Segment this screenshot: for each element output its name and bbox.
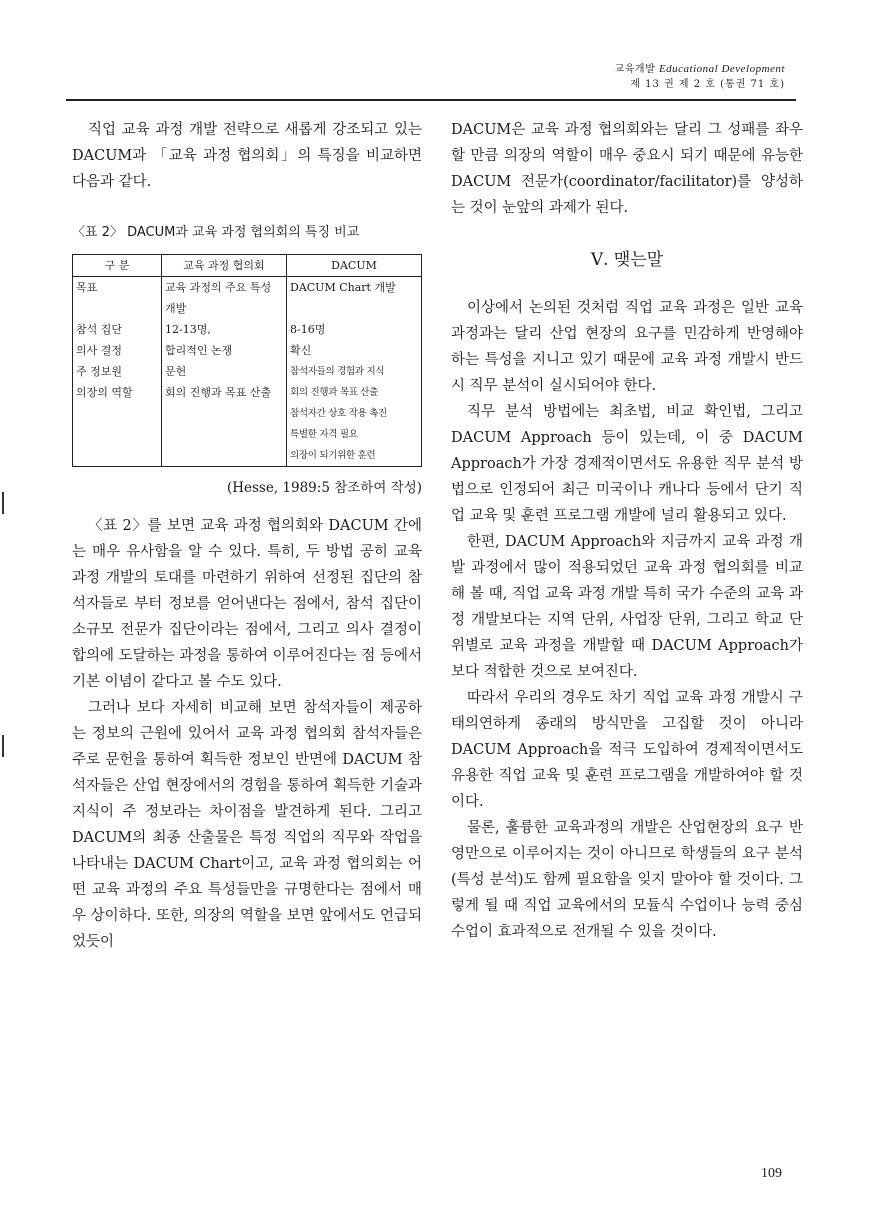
body-paragraph: 그러나 보다 자세히 비교해 보면 참석자들이 제공하는 정보의 근원에 있어서 교육 과정 협의회 참석자들은 주로 문헌을 통하여 획득한 정보인 반면에 DACUM 참석자들은 산업 현장에서의 경험을 통하여 획득한 기술과 지식이 주 정보라는 차이점을 발견하게 된다. 그리고 DACUM의 최종 산출물은 특정 직업의 직무와 작업을 나타내는 DACUM Chart이고, 교육 과정 협의회는 어떤 교육 과정의 주요 특성들만을 규명한다는 점에서 매우 상이하다. 또한, 의장의 역할을 보면 앞에서도 언급되었듯이 — [72, 700, 422, 950]
table-header-cell: 구 분 — [73, 255, 162, 277]
body-paragraph: 〈표 2〉를 보면 교육 과정 협의회와 DACUM 간에는 매우 유사함을 알 수 있다. 특히, 두 방법 공히 교육 과정 개발의 토대를 마련하기 위하여 선정된 집단의 참석자들로 부터 정보를 얻어낸다는 점에서, 참석 집단이 소규모 전문가 집단이라는 점에서, 그리고 의사 결정이 합의에 도달하는 과정을 통하여 이루어진다는 점 등에서 기본 이념이 같다고 볼 수도 있다. — [72, 518, 422, 690]
table-row — [73, 403, 422, 424]
table-cell: 교육 과정의 주요 특성 개발 — [162, 277, 287, 320]
table-row — [73, 277, 422, 320]
right-column — [451, 117, 803, 945]
table-cell: 참석자들의 경험과 지식 — [287, 361, 422, 382]
body-paragraph: DACUM은 교육 과정 협의회와는 달리 그 성패를 좌우할 만큼 의장의 역할이 매우 중요시 되기 때문에 유능한 DACUM 전문가(coordinator/facilitator)를 양성하는 것이 눈앞의 과제가 된다. — [451, 122, 803, 216]
table-cell — [162, 445, 287, 467]
table-cell — [73, 445, 162, 467]
table-row — [73, 424, 422, 445]
table-cell: 목표 — [73, 277, 162, 320]
margin-mark — [2, 735, 4, 757]
table-row — [73, 361, 422, 382]
table-cell: 회의 진행과 목표 산출 — [287, 382, 422, 403]
table-cell — [162, 424, 287, 445]
body-paragraph: 따라서 우리의 경우도 차기 직업 교육 과정 개발시 구태의연하게 종래의 방식만을 고집할 것이 아니라 DACUM Approach을 적극 도입하여 경제적이면서도 유용한 직업 교육 및 훈련 프로그램을 개발하여야 할 것이다. — [451, 690, 803, 810]
table-cell: 특별한 자격 필요 — [287, 424, 422, 445]
left-column — [72, 117, 422, 955]
table-cell — [73, 403, 162, 424]
table-header-cell: DACUM — [287, 255, 422, 277]
body-paragraph: 이상에서 논의된 것처럼 직업 교육 과정은 일반 교육 과정과는 달리 산업 현장의 요구를 민감하게 반영해야 하는 특성을 지니고 있기 때문에 교육 과정 개발시 반드시 직무 분석이 실시되어야 한다. — [451, 300, 803, 394]
intro-paragraph: 직업 교육 과정 개발 전략으로 새롭게 강조되고 있는 DACUM과 「교육 과정 협의회」의 특징을 비교하면 다음과 같다. — [72, 122, 422, 190]
body-paragraph: 한편, DACUM Approach와 지금까지 교육 과정 개발 과정에서 많이 적용되었던 교육 과정 협의회를 비교해 볼 때, 직업 교육 과정 개발 특히 국가 수준의 교육 과정 개발보다는 지역 단위, 사업장 단위, 그리고 학교 단위별로 교육 과정을 개발할 때 DACUM Approach가 보다 적합한 것으로 보여진다. — [451, 534, 803, 680]
table-row — [73, 340, 422, 361]
table-caption: 〈표 2〉 DACUM과 교육 과정 협의회의 특징 비교 — [72, 225, 360, 240]
page-number: 109 — [761, 1166, 782, 1181]
issue-info: 제 13 권 제 2 호 (통권 71 호) — [630, 79, 785, 90]
table-row — [73, 445, 422, 467]
table-row — [73, 382, 422, 403]
running-header — [615, 62, 785, 92]
table-cell: 주 정보원 — [73, 361, 162, 382]
margin-mark — [2, 492, 4, 514]
body-paragraph: 물론, 훌륭한 교육과정의 개발은 산업현장의 요구 반영만으로 이루어지는 것이 아니므로 학생들의 요구 분석(특성 분석)도 함께 필요함을 잊지 말아야 할 것이다. 그렇게 될 때 직업 교육에서의 모듈식 수업이나 능력 중심 수업이 효과적으로 전개될 수 있을 것이다. — [451, 820, 803, 940]
table-cell: 참석 집단 — [73, 319, 162, 340]
table-cell: DACUM Chart 개발 — [287, 277, 422, 320]
journal-title-ko: 교육개발 — [614, 64, 656, 75]
table-cell — [162, 403, 287, 424]
body-paragraph: 직무 분석 방법에는 최초법, 비교 확인법, 그리고 DACUM Approach 등이 있는데, 이 중 DACUM Approach가 가장 경제적이면서도 유용한 직무 분석 방법으로 인정되어 최근 미국이나 캐나다 등에서 단기 직업 교육 및 훈련 프로그램 개발에 널리 활용되고 있다. — [451, 404, 803, 524]
section-heading: Ⅴ. 맺는말 — [590, 250, 664, 270]
journal-title — [615, 62, 785, 77]
table-source: (Hesse, 1989:5 참조하여 작성) — [226, 480, 422, 496]
journal-title-en: Educational Development — [658, 63, 785, 75]
table-cell: 확신 — [287, 340, 422, 361]
table-cell: 12-13명, — [162, 319, 287, 340]
table-cell: 회의 진행과 목표 산출 — [162, 382, 287, 403]
table-cell: 합리적인 논쟁 — [162, 340, 287, 361]
table-header-cell: 교육 과정 협의회 — [162, 255, 287, 277]
header-rule — [66, 99, 796, 101]
table-cell: 참석자간 상호 작용 촉진 — [287, 403, 422, 424]
table-cell: 의사 결정 — [73, 340, 162, 361]
table-header-row — [73, 255, 422, 277]
table-cell: 의장의 역할 — [73, 382, 162, 403]
table-cell: 문헌 — [162, 361, 287, 382]
table-cell — [73, 424, 162, 445]
table-cell: 8-16명 — [287, 319, 422, 340]
comparison-table — [72, 254, 422, 467]
table-cell: 의장이 되기위한 훈련 — [287, 445, 422, 467]
table-row — [73, 319, 422, 340]
